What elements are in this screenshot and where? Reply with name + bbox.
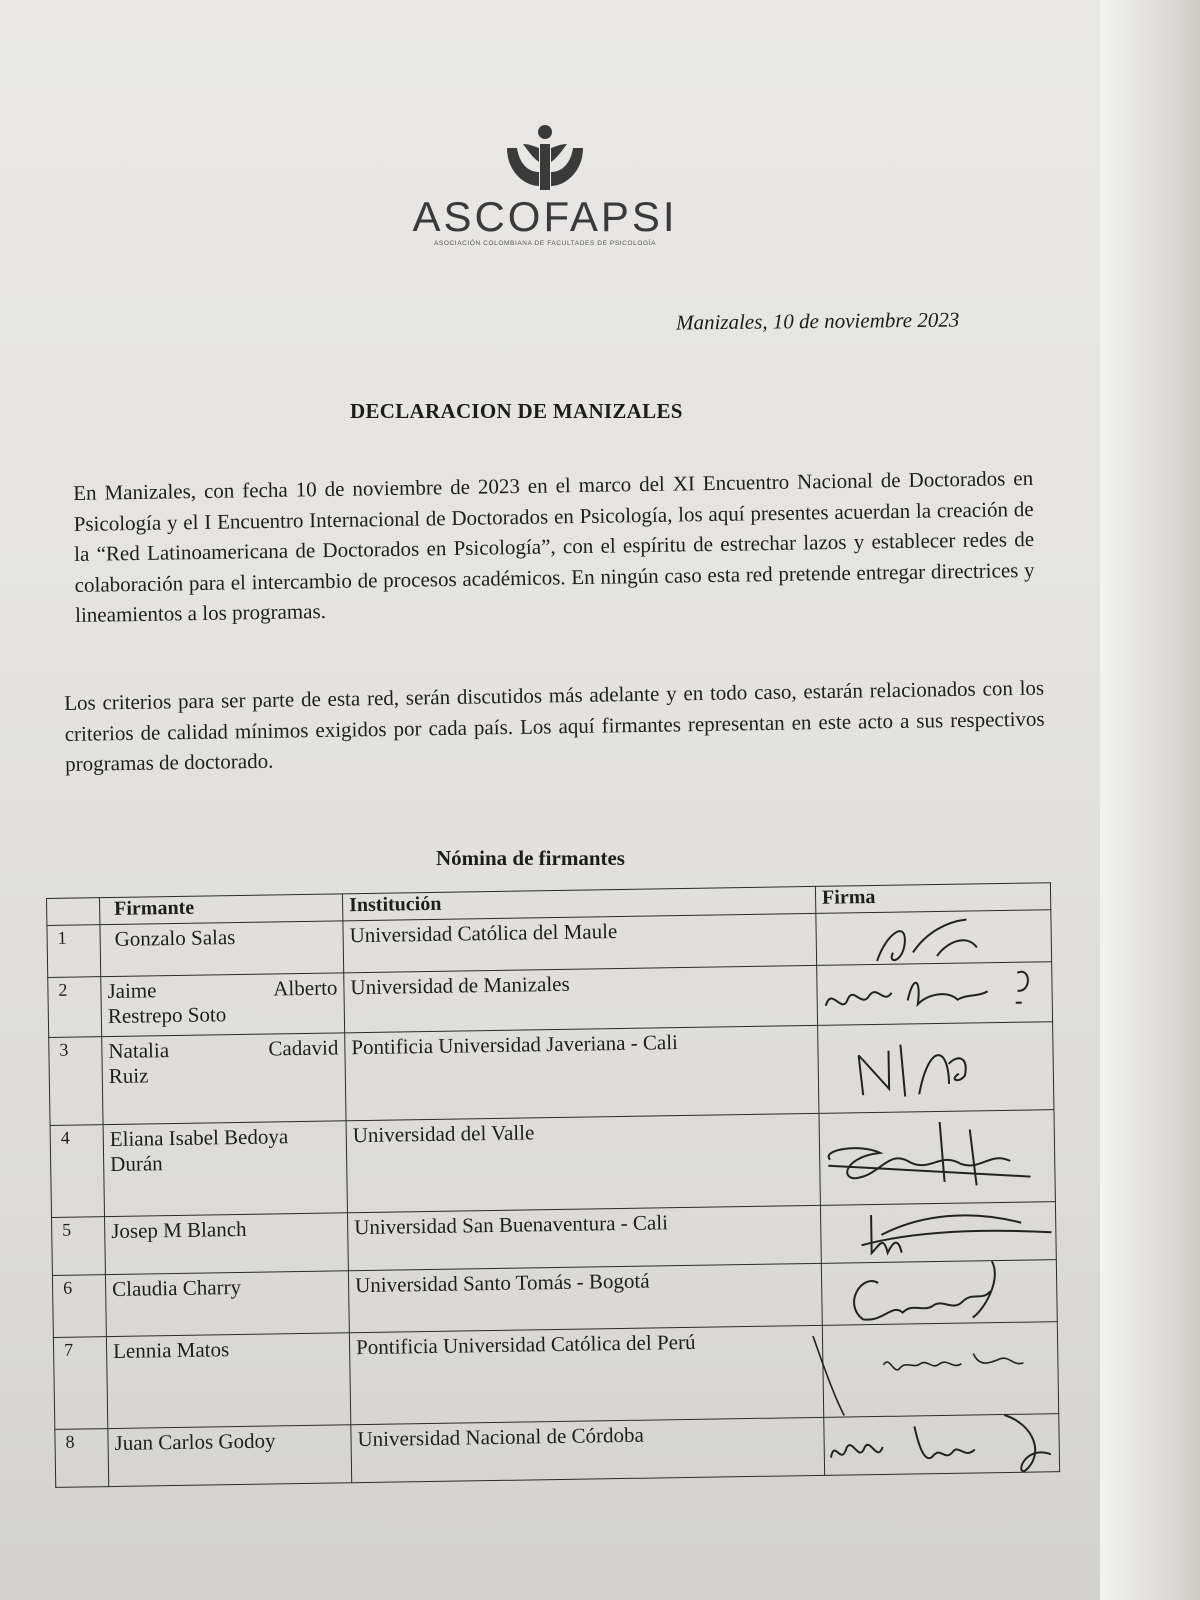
signature-cell (820, 1202, 1056, 1264)
signer-name-line-1: Jaime Alberto (107, 975, 338, 1004)
header-signature: Firma (815, 883, 1050, 914)
signer-institution: Universidad del Valle (346, 1113, 820, 1212)
signer-name-line-2: Restrepo Soto (107, 1002, 227, 1029)
signature-cell (817, 962, 1053, 1026)
signer-name-line-2: Durán (109, 1151, 163, 1177)
signer-name: Josep M Blanch (105, 1213, 349, 1275)
signature-cell (821, 1260, 1057, 1326)
paragraph-2: Los criterios para ser parte de esta red, serán discutidos más adelante y en todo caso, estarán relacionados con los criterios de calidad mínimos exigidos por cada país. Los aquí firmantes representan en este acto a sus respectivos programas de doctorado. (64, 675, 1045, 776)
signature-cell (824, 1414, 1060, 1476)
signer-name-line-1: Natalia Cadavid (108, 1035, 339, 1064)
signer-name: Juan Carlos Godoy (108, 1425, 352, 1487)
logo-wordmark: ASCOFAPSI (412, 193, 678, 240)
signer-name: Gonzalo Salas (100, 921, 344, 977)
signature-cell (818, 1022, 1054, 1114)
row-number: 5 (52, 1217, 106, 1276)
document-title: DECLARACION DE MANIZALES (350, 399, 683, 423)
row-number: 1 (47, 925, 101, 978)
row-number: 8 (55, 1429, 109, 1488)
table-row (53, 1322, 1058, 1430)
row-number: 4 (50, 1125, 104, 1218)
signer-institution: Pontificia Universidad Javeriana - Cali (345, 1025, 819, 1120)
signature-5-icon (821, 1202, 1044, 1263)
table-row (50, 1110, 1055, 1218)
logo-subtitle: ASOCIACIÓN COLOMBIANA DE FACULTADES DE PSICOLOGÍA (433, 240, 657, 247)
row-number: 2 (48, 977, 102, 1038)
signer-institution: Universidad Santo Tomás - Bogotá (348, 1263, 822, 1332)
signer-institution: Universidad Católica del Maule (343, 913, 817, 972)
header-signer: Firmante (100, 894, 343, 925)
signature-2-icon (817, 962, 1040, 1025)
signer-institution: Universidad San Buenaventura - Cali (347, 1205, 821, 1270)
signer-institution: Universidad Nacional de Córdoba (351, 1417, 825, 1482)
signer-name: Claudia Charry (105, 1271, 349, 1337)
signature-7-icon (823, 1322, 1046, 1417)
signature-cell (819, 1110, 1055, 1206)
signature-cell (822, 1322, 1058, 1418)
signer-name (101, 973, 345, 1037)
signer-name-line-1: Eliana Isabel Bedoya (109, 1124, 289, 1152)
signature-8-icon (824, 1414, 1047, 1475)
paragraph-1: En Manizales, con fecha 10 de noviembre de 2023 en el marco del XI Encuentro Nacional de Doctorados en Psicología y el I Encuentro Internacional de Doctorados en Psicología, los aquí presentes acuerdan la creación de la “Red Latinoamericana de Doctorados en Psicología”, con el espíritu de estrechar lazos y establecer redes de colaboración para el intercambio de procesos académicos. En ningún caso esta red pretende entregar directrices y lineamientos a los programas. (73, 465, 1035, 627)
date-line: Manizales, 10 de noviembre 2023 (675, 307, 960, 335)
header-number (47, 898, 100, 926)
header-institution: Institución (342, 886, 815, 920)
row-number: 7 (53, 1337, 107, 1430)
ascofapsi-logo (400, 122, 690, 252)
signers-table (46, 882, 1060, 1488)
signer-institution: Universidad de Manizales (344, 965, 818, 1032)
signer-name-line-2: Ruiz (108, 1063, 149, 1089)
row-number: 3 (49, 1037, 103, 1126)
signers-title: Nómina de firmantes (436, 846, 625, 870)
signature-4-icon (819, 1110, 1042, 1205)
table-row (49, 1022, 1054, 1126)
signer-name (102, 1033, 346, 1125)
ascofapsi-psi-icon (503, 122, 587, 194)
signature-3-icon (818, 1022, 1041, 1113)
signer-institution: Pontificia Universidad Católica del Perú (349, 1325, 823, 1424)
row-number: 6 (52, 1275, 106, 1338)
signature-6-icon (822, 1260, 1045, 1325)
signer-name (103, 1121, 347, 1217)
signature-cell (816, 910, 1052, 966)
signer-name: Lennia Matos (106, 1333, 350, 1429)
